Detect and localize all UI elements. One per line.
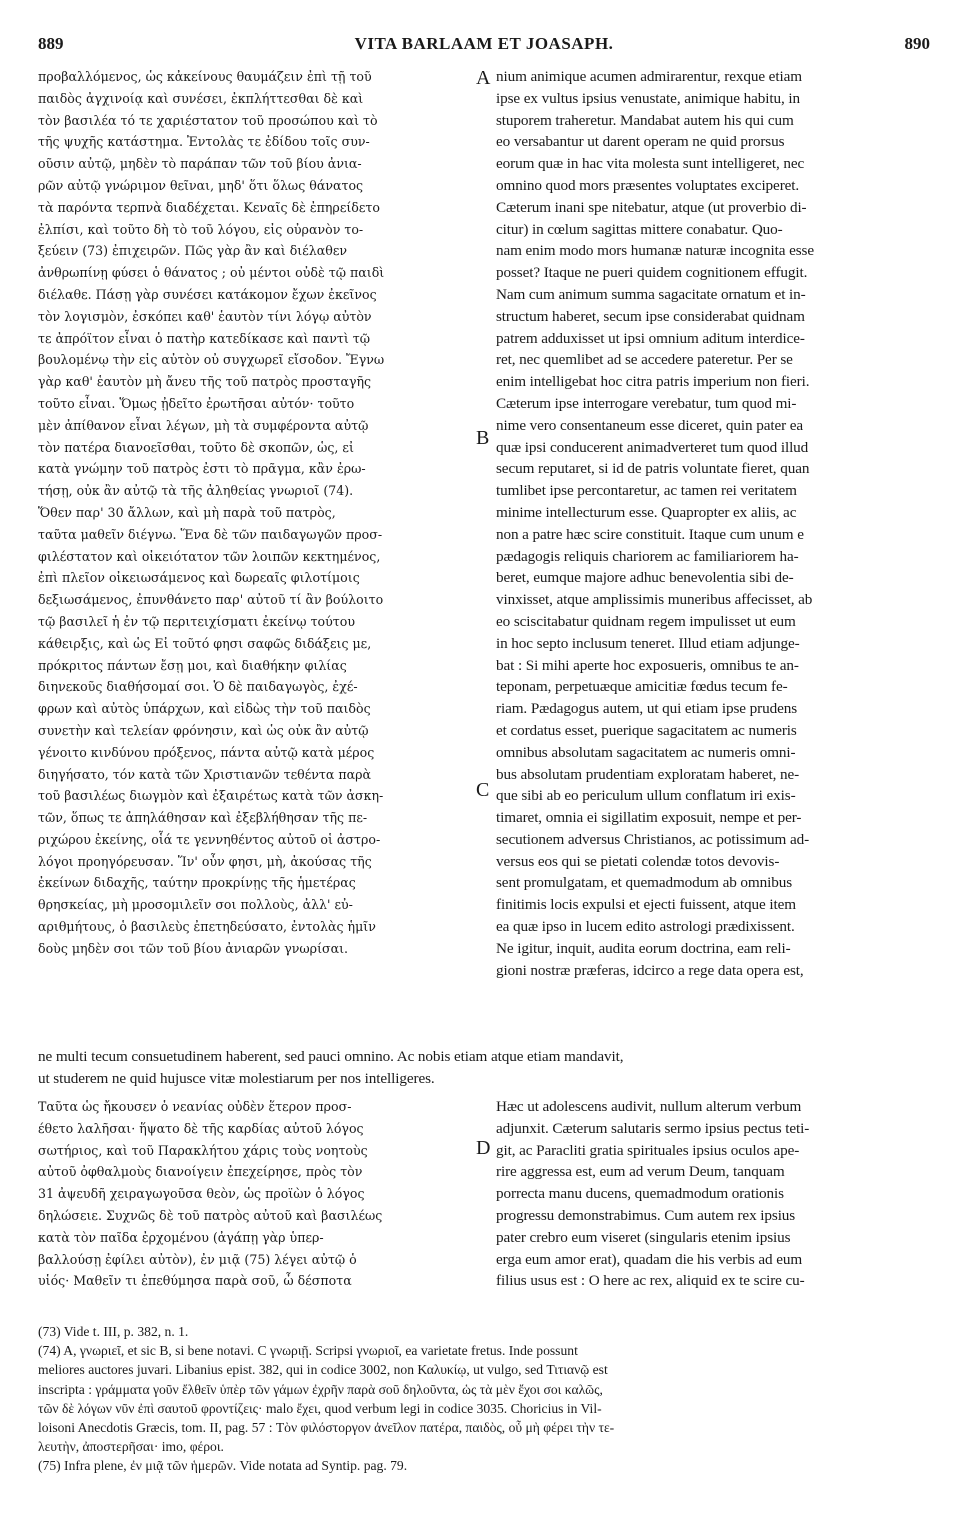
greek-text-line: τοῦ βασιλέως διωγμὸν καὶ ἐξαιρέτως κατὰ τῶν ἀσκη- (38, 788, 384, 804)
latin-text-line: ea quæ ipso in lucem edito astrologi prædixissent. (496, 918, 795, 936)
latin-text-line: quæ ipsi conducerent animadverteret tum quod illud (496, 438, 809, 456)
latin-text-line: sent promulgatam, et quemadmodum ab omnibus (496, 874, 793, 892)
latin-text-line: ret, nec quemlibet ad se accedere pateretur. Per se (496, 351, 793, 369)
latin-text-line: bat : Si mihi aperte hoc exposueris, omnibus te an- (496, 656, 799, 674)
running-title: VITA BARLAAM ET JOASAPH. (354, 34, 614, 53)
latin-text-line: nime vero consentaneum esse diceret, quin pater ea (496, 416, 804, 434)
latin-text-line: stuporem traheretur. Mandabat autem his qui cum (496, 111, 794, 129)
latin-text-line: nium animique acumen admirarentur, rexque etiam (496, 68, 802, 85)
section-marker-a: A (476, 67, 491, 89)
greek-text-line: 31 ἀψευδῆ χειραγωγοῦσα θεὸν, ὡς προϊὼν ὁ λόγος (38, 1186, 365, 1202)
latin-text-line: ipse ex vultus ipsius venustate, animique habitu, in (496, 89, 800, 107)
greek-column-bottom (38, 1096, 470, 1292)
latin-text-line: tumlibet ipse percontaretur, ac tamen rei veritatem (496, 482, 797, 500)
greek-text-line: δεξιωσάμενος, ἐπυνθάνετο παρ' αὐτοῦ τί ἂν βούλοιτο (38, 592, 384, 608)
section-marker-d: D (476, 1137, 491, 1159)
latin-text-line: et cordatus esset, puerique sagacitatem ac numeris (496, 721, 797, 739)
greek-text-line: βαλλούσῃ ἐφίλει αὐτὸν), ἐν μιᾷ (75) λέγει αὐτῷ ὁ (38, 1251, 357, 1267)
greek-text-line: κατὰ γνώμην τοῦ πατρὸς ἐστι τὸ πρᾶγμα, κἂν ἐρω- (38, 461, 366, 477)
latin-column-top (496, 66, 932, 981)
section-marker-b: B (476, 427, 490, 449)
footnote-line: (74) A, γνωριεῖ, et sic B, si bene notavi. C γνωριῇ. Scripsi γνωριοῖ, ea varietate fretus. Inde possunt (38, 1343, 578, 1359)
greek-text-line: φιλέστατον καὶ οἰκειότατον τῶν λοιπῶν κεκτημένος, (38, 548, 381, 564)
latin-text-line: eo sciscitabatur quidnam regem impulisset ut eum (496, 612, 796, 630)
greek-text-line: κάθειρξις, καὶ ὡς Εἰ τοῦτό φησι σαφῶς διδάξεις με, (38, 635, 372, 651)
greek-text-line: παιδὸς ἀγχινοίᾳ καὶ συνέσει, ἐκπλήττεσθαι δὲ καὶ (38, 90, 364, 106)
running-header (38, 34, 930, 58)
greek-text-line: ριχώρου ἐκείνης, οἷά τε γεννηθέντος αὐτοῦ οἱ ἀστρο- (38, 831, 381, 847)
latin-text-line: ne multi tecum consuetudinem haberent, sed pauci omnino. Ac nobis etiam atque etiam mandavit, (38, 1048, 624, 1065)
greek-text-line: Ὅθεν παρ' 30 ἄλλων, καὶ μὴ παρὰ τοῦ πατρὸς, (38, 504, 336, 520)
greek-text-line: τὸν πατέρα διανοεῖσθαι, τοῦτο δὲ σκοπῶν, ὡς, εἰ (38, 439, 354, 455)
latin-text-line: omnibus absolutam sagacitatem ac numeris omni- (496, 743, 796, 761)
latin-text-line: citur) in cœlum sagittas mittere conabatur. Quo- (496, 220, 783, 238)
greek-text-line: διηγήσατο, τόν κατὰ τῶν Χριστιανῶν τεθέντα παρὰ (38, 766, 372, 782)
greek-text-line: τὰ παρόντα τερπνὰ διαδέχεται. Κεναῖς δὲ ἐπηρείδετο (38, 199, 380, 215)
footnote-line: (75) Infra plene, ἐν μιᾷ τῶν ἡμερῶν. Vide notata ad Syntip. pag. 79. (38, 1458, 408, 1474)
footnote-line: τῶν δὲ λόγων νῦν ἐπὶ σαυτοῦ φροντίζεις· malo ἔχει, quod verbum legi in codice 3035. Choricius in Vil- (38, 1400, 602, 1416)
latin-text-line: pædagogis reliquis chariorem ac familiariorem ha- (496, 547, 799, 565)
left-page-number: 889 (38, 34, 64, 53)
latin-text-line: minime intellecturum esse. Quapropter ex aliis, ac (496, 503, 797, 521)
greek-text-line: έθετο λαλῆσαι· ἥψατο δὲ τῆς καρδίας αὐτοῦ λόγος (38, 1120, 364, 1136)
greek-text-line: τῆς ψυχῆς κατάστημα. Ἐντολὰς τε ἐδίδου τοῖς συν- (38, 134, 370, 150)
latin-text-line: beret, eumque majore adhuc benevolentia sibi de- (496, 569, 794, 587)
latin-text-line: gioni nostræ præferas, idcirco a rege data opera est, (496, 961, 804, 979)
latin-text-line: Ne igitur, inquit, audita eorum doctrina, eam reli- (496, 939, 791, 957)
section-marker-c: C (476, 779, 490, 801)
latin-text-line: riam. Pædagogus autem, ut qui etiam ipse prudens (496, 700, 798, 718)
latin-text-line: pater crebro eum viseret (singularis etenim ipsius (496, 1228, 791, 1246)
footnote-line: loisoni Anecdotis Græcis, tom. II, pag. 57 : Τὸν φιλόστοργον ἀνεῖλον πατέρα, παιδὸς, οὗ μὴ φέρει τὴν τε- (38, 1419, 615, 1435)
greek-text-line: τῶν, ὅπως τε ἀπηλάθησαν καὶ ἐξεβλήθησαν τῆς πε- (38, 810, 368, 826)
greek-text-line: πρόκριτος πάντων ἔσῃ μοι, καὶ διαθήκην φιλίας (38, 657, 347, 673)
latin-text-line: Cæterum inani spe nitebatur, atque (ut proverbio di- (496, 198, 807, 216)
latin-text-line: eo versabantur ut darent operam ne quid prorsus (496, 133, 785, 151)
latin-text-line: enim intelligebat hoc citra patris imperium non fieri. (496, 373, 810, 391)
footnotes (38, 1322, 932, 1476)
footnote-line: inscripta : γράμματα γοῦν ἔλθεῖν ὑπὲρ τῶν γάμων ἐχρῆν παρὰ σοῦ δηλοῦντα, ὡς τὰ μὲν ἔχοι σοι καλῶς, (38, 1381, 603, 1397)
greek-text-line: τὸν βασιλέα τό τε χαριέστατον τοῦ προσώπου καὶ τὸ (38, 112, 378, 128)
greek-text-line: δοὺς μηδὲν σοι τῶν τοῦ βίου ἀνιαρῶν γνωρίσαι. (38, 940, 349, 956)
latin-text-line: Hæc ut adolescens audivit, nullum alterum verbum (496, 1098, 802, 1115)
greek-text-line: ἀνθρωπίνῃ φύσει ὁ θάνατος ; οὐ μέντοι οὐδὲ τῷ παιδὶ (38, 265, 385, 281)
greek-text-line: τήσῃ, οὐκ ἂν αὐτῷ τὰ τῆς ἀληθείας γνωριοῖ (74). (38, 483, 354, 499)
greek-text-line: αὐτοῦ ὀφθαλμοὺς διανοίγειν ἐπεχείρησε, πρὸς τὸν (38, 1164, 363, 1180)
greek-text-line: υἱός· Μαθεῖν τι ἐπεθύμησα παρὰ σοῦ, ὦ δέσποτα (38, 1273, 352, 1289)
footnote-line: λευτὴν, ἀποστερῆσαι· imo, φέροι. (38, 1439, 224, 1455)
greek-text-line: ἐλπίσι, καὶ τοῦτο δὴ τὸ τοῦ λόγου, εἰς οὐρανὸν το- (38, 221, 364, 237)
latin-text-line: non a patre hæc scire constituit. Itaque cum unum e (496, 525, 804, 543)
latin-text-line: progressu demonstrabimus. Cum autem rex ipsius (496, 1206, 796, 1224)
greek-text-line: ἐπὶ πλεῖον οἰκειωσάμενος καὶ δωρεαῖς φιλοτίμοις (38, 570, 360, 586)
latin-text-line: in hoc septo inclusum teneret. Illud etiam adjunge- (496, 634, 800, 652)
latin-text-line: filius usus est : O here ac rex, aliquid ex te scire cu- (496, 1272, 805, 1290)
latin-text-line: posset? Itaque ne pueri quidem cognitionem effugit. (496, 264, 808, 282)
greek-text-line: τε ἀπρόϊτον εἶναι ὁ πατὴρ κατεδίκασε καὶ παντὶ τῷ (38, 330, 371, 346)
latin-text-line: Cæterum ipse interrogare verebatur, tum quod mi- (496, 394, 797, 412)
greek-text-line: μὲν ἀπίθανον εἶναι λέγων, μὴ τὰ συμφέροντα αὐτῷ (38, 417, 369, 433)
latin-text-line: Nam cum animum summa sagacitate ornatum et in- (496, 285, 806, 303)
greek-text-line: βουλομένῳ τὴν εἰς αὐτὸν οὐ συγχωρεῖ εἴσοδον. Ἔγνω (38, 352, 385, 368)
right-page-number: 890 (904, 34, 930, 53)
latin-text-line: git, ac Paracliti gratia spirituales ipsius oculos ape- (496, 1141, 800, 1159)
latin-text-line: versus eos qui se pietati colendæ totos devovis- (496, 852, 780, 870)
latin-text-line: erga eum amor erat), quadam die his verbis ad eum (496, 1250, 803, 1268)
greek-text-line: οῦσιν αὐτῷ, μηδὲν τὸ παράπαν τῶν τοῦ βίου ἀνια- (38, 156, 362, 172)
latin-text-line: vinxisset, atque amplissimis muneribus affecisset, ab (496, 591, 813, 609)
greek-text-line: Ταῦτα ὡς ἤκουσεν ὁ νεανίας οὐδὲν ἕτερον προσ- (38, 1099, 352, 1114)
greek-text-line: τοῦτο εἶναι. Ὅμως ᾐδεῖτο ἐρωτῆσαι αὐτόν· τοῦτο (38, 395, 355, 411)
greek-column-top (38, 66, 470, 960)
greek-text-line: δηλώσειε. Συχνῶς δὲ τοῦ πατρὸς αὐτοῦ καὶ βασιλέως (38, 1207, 383, 1223)
latin-text-line: finitimis locis expulsi et ejecti fuissent, atque item (496, 896, 796, 914)
greek-text-line: ξεύειν (73) ἐπιχειρῶν. Πῶς γὰρ ἂν καὶ διέλαθεν (38, 243, 348, 259)
greek-text-line: διέλαθε. Πάσῃ γὰρ συνέσει κατάκομον ἔχων ἐκεῖνος (38, 286, 377, 302)
latin-column-bottom (496, 1096, 932, 1292)
greek-text-line: σωτήριος, καὶ τοῦ Παρακλήτου χάρις τοὺς νοητοὺς (38, 1142, 368, 1158)
greek-text-line: κατὰ τὸν παῖδα ἐρχομένου (ἀγάπῃ γὰρ ὑπερ- (38, 1229, 324, 1245)
latin-text-line: omnino quod mors præsentes voluptates exciperet. (496, 176, 800, 194)
latin-text-line: timaret, omnia ei sigillatim exposuit, nempe et per- (496, 809, 802, 827)
greek-text-line: λόγοι προηγόρευσαν. Ἵν' οὖν φησι, μὴ, ἀκούσας τῆς (38, 853, 372, 869)
greek-text-line: φρων καὶ αὐτὸς ὑπάρχων, καὶ εἰδὼς τὴν τοῦ παιδὸς (38, 701, 371, 717)
greek-text-line: γὰρ καθ' ἑαυτὸν μὴ ἄνευ τῆς τοῦ πατρὸς προσταγῆς (38, 374, 372, 390)
latin-text-line: adjunxit. Cæterum salutaris sermo ipsius pectus teti- (496, 1119, 810, 1137)
greek-text-line: αριθμήτους, ὁ βασιλεὺς ἐπετηδεύσατο, ἐντολὰς ἡμῖν (38, 919, 376, 935)
greek-text-line: τὸν λογισμὸν, ἐσκόπει καθ' ἑαυτὸν τίνι λόγῳ αὐτὸν (38, 308, 372, 324)
latin-text-line: patrem adduxisset ut ipsi omnium aditum interdice- (496, 329, 805, 347)
latin-text-line: rire aggressa est, eum ad verum Deum, tanquam (496, 1163, 785, 1181)
footnote-line: (73) Vide t. III, p. 382, n. 1. (38, 1324, 189, 1339)
latin-text-line: que sibi ab eo periculum ullum conflatum iri exis- (496, 787, 796, 805)
greek-text-line: τῷ βασιλεῖ ἡ ἐν τῷ περιτειχίσματι ἐκείνῳ τούτου (38, 613, 355, 629)
latin-text-line: teponam, perpetuæque amicitiæ fœdus tecum fe- (496, 678, 788, 696)
greek-text-line: θρησκείας, μὴ μροσομιλεῖν σοι πολλοὺς, ἀλλ' εὐ- (38, 897, 353, 913)
latin-text-line: porrecta manu ducens, quemadmodum orationis (496, 1185, 784, 1203)
footnote-line: meliores auctores juvari. Libanius epist. 382, qui in codice 3002, non Καλυκίῳ, ut vulgo, sed Τιτιανῷ est (38, 1362, 608, 1378)
latin-text-line: structum haberet, secum ipse considerabat quidnam (496, 307, 805, 325)
latin-text-line: ut studerem ne quid hujusce vitæ molestiarum per nos intelligeres. (38, 1069, 435, 1087)
greek-text-line: ἐκείνων διδαχῆς, ταύτην προκρίνῃς τῆς ἡμετέρας (38, 875, 356, 891)
latin-text-line: secutionem adversus Christianos, ac potissimum ad- (496, 830, 810, 848)
greek-text-line: προβαλλόμενος, ὡς κἀκείνους θαυμάζειν ἐπὶ τῇ τοῦ (38, 69, 372, 84)
greek-text-line: ταῦτα μαθεῖν διέγνω. Ἕνα δὲ τῶν παιδαγωγῶν προσ- (38, 526, 383, 542)
greek-text-line: γένοιτο κινδύνου πρόξενος, πάντα αὐτῷ κατὰ μέρος (38, 744, 375, 760)
latin-text-line: eorum quæ in hac vita molesta sunt intelligeret, nec (496, 155, 805, 173)
latin-text-line: secum reputaret, si id de patris voluntate fieret, quan (496, 460, 810, 478)
latin-text-line: bus absolutam prudentiam exploratam haberet, ne- (496, 765, 800, 783)
greek-text-line: ρῶν αὐτῷ γνώριμον θεῖναι, μηδ' ὅτι ὅλως θάνατος (38, 177, 364, 193)
latin-full-width-paragraph (38, 1046, 932, 1090)
latin-text-line: nam enim modo mors humanæ naturæ incognita esse (496, 242, 814, 260)
greek-text-line: συνετὴν καὶ τελείαν φρόνησιν, καὶ ὡς οὐκ ἂν αὐτῷ (38, 722, 369, 738)
greek-text-line: διηνεκοῦς διαθήσομαί σοι. Ὁ δὲ παιδαγωγὸς, ἐχέ- (38, 679, 358, 695)
